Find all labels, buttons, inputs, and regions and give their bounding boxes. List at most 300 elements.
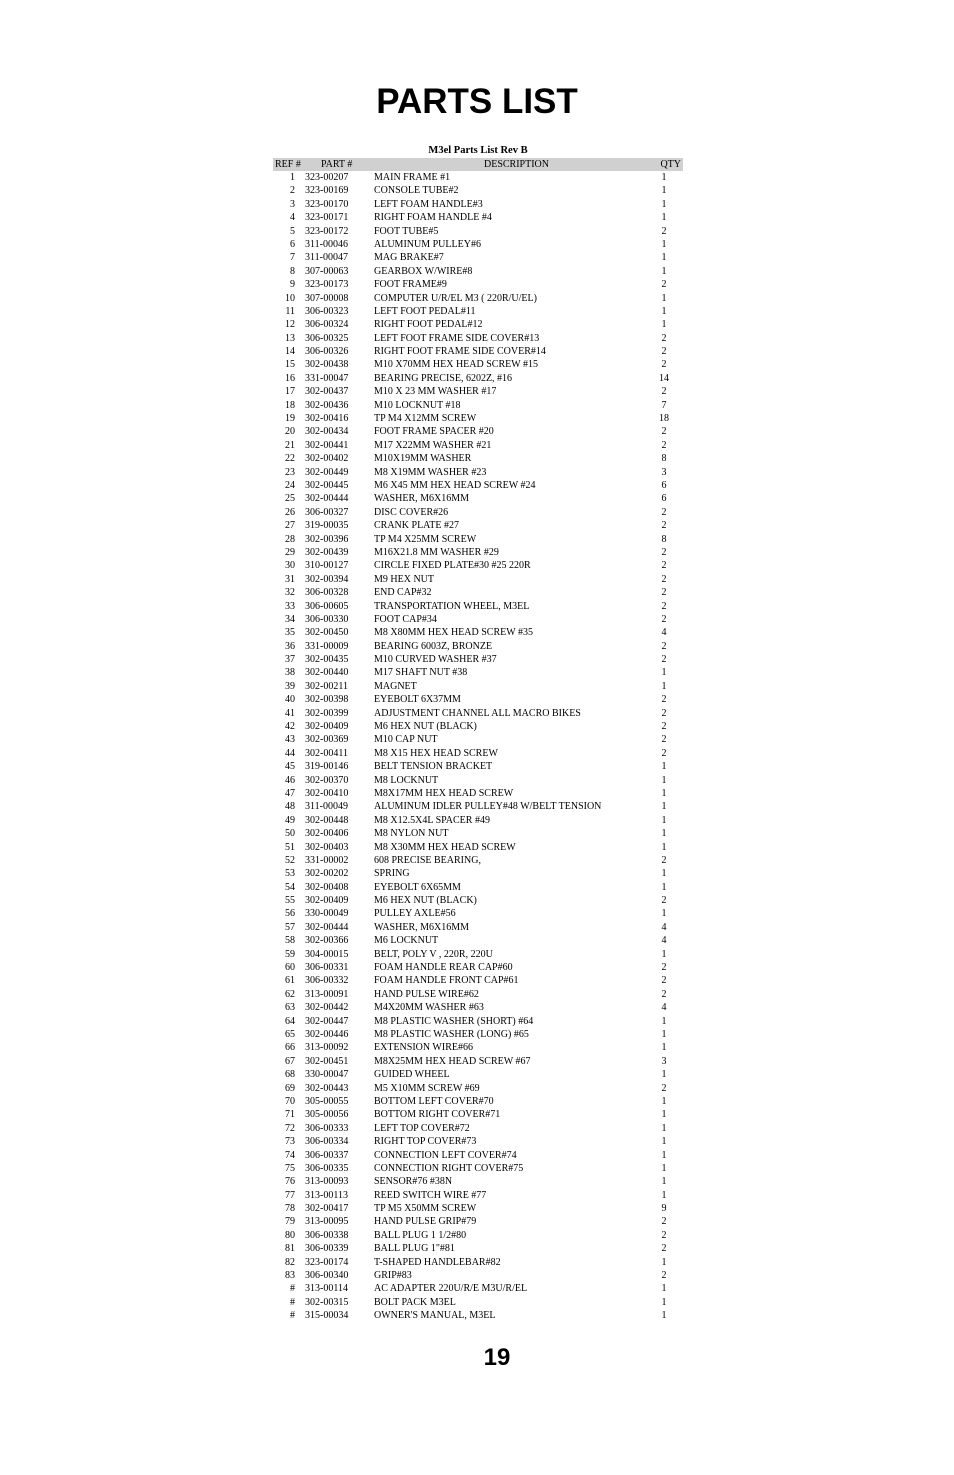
ref-cell: 17 bbox=[285, 386, 295, 398]
qty-cell: 9 bbox=[661, 1203, 667, 1215]
description-cell: FOOT FRAME#9 bbox=[374, 279, 447, 291]
qty-cell: 6 bbox=[661, 479, 667, 491]
description-cell: M10 X 23 MM WASHER #17 bbox=[374, 386, 497, 398]
ref-cell: 43 bbox=[285, 734, 295, 746]
ref-cell: 73 bbox=[285, 1136, 295, 1148]
table-row bbox=[273, 586, 683, 599]
qty-cell: 1 bbox=[661, 1095, 667, 1107]
part-number-cell: 302-00399 bbox=[305, 707, 349, 719]
part-number-cell: 302-00439 bbox=[305, 546, 349, 558]
ref-cell: 50 bbox=[285, 828, 295, 840]
qty-cell: 1 bbox=[661, 252, 667, 264]
description-cell: M8 PLASTIC WASHER (SHORT) #64 bbox=[374, 1015, 534, 1027]
table-row bbox=[273, 1296, 683, 1309]
ref-cell: 35 bbox=[285, 627, 295, 639]
description-cell: MAIN FRAME #1 bbox=[374, 172, 451, 183]
qty-cell: 1 bbox=[661, 1069, 667, 1081]
part-number-cell: 313-00093 bbox=[305, 1176, 349, 1188]
ref-cell: 77 bbox=[285, 1189, 295, 1201]
qty-cell: 1 bbox=[661, 238, 667, 250]
qty-cell: 1 bbox=[661, 305, 667, 317]
ref-cell: 83 bbox=[285, 1270, 295, 1282]
table-row bbox=[273, 305, 683, 318]
description-cell: MAG BRAKE#7 bbox=[374, 252, 444, 264]
ref-cell: 78 bbox=[285, 1203, 295, 1215]
ref-cell: 19 bbox=[285, 413, 295, 425]
part-number-cell: 331-00002 bbox=[305, 854, 349, 866]
part-number-cell: 302-00408 bbox=[305, 881, 349, 893]
part-number-cell: 302-00370 bbox=[305, 774, 349, 786]
ref-cell: 10 bbox=[285, 292, 295, 304]
ref-cell: 5 bbox=[290, 225, 295, 237]
qty-cell: 2 bbox=[661, 225, 667, 237]
part-number-cell: 315-00034 bbox=[305, 1310, 349, 1322]
qty-cell: 2 bbox=[661, 587, 667, 599]
qty-cell: 1 bbox=[661, 680, 667, 692]
table-row bbox=[273, 640, 683, 653]
qty-cell: 1 bbox=[661, 761, 667, 773]
part-number-cell: 307-00063 bbox=[305, 265, 349, 277]
qty-cell: 1 bbox=[661, 1136, 667, 1148]
ref-cell: 33 bbox=[285, 600, 295, 612]
qty-cell: 3 bbox=[661, 1055, 667, 1067]
part-number-cell: 302-00396 bbox=[305, 533, 349, 545]
ref-cell: 28 bbox=[285, 533, 295, 545]
description-cell: 608 PRECISE BEARING, bbox=[374, 854, 481, 866]
description-cell: M6 HEX NUT (BLACK) bbox=[374, 895, 477, 907]
part-number-cell: 302-00436 bbox=[305, 399, 349, 411]
description-cell: M8 PLASTIC WASHER (LONG) #65 bbox=[374, 1029, 529, 1040]
table-row bbox=[273, 573, 683, 586]
description-cell: M9 HEX NUT bbox=[374, 573, 434, 585]
ref-cell: 12 bbox=[285, 319, 295, 331]
ref-cell: 24 bbox=[285, 479, 295, 491]
description-cell: EYEBOLT 6X65MM bbox=[374, 881, 461, 893]
qty-cell: 4 bbox=[661, 627, 667, 639]
description-cell: M8 X80MM HEX HEAD SCREW #35 bbox=[374, 627, 533, 639]
ref-cell: 1 bbox=[290, 172, 295, 183]
header-ref: REF # bbox=[275, 159, 301, 170]
description-cell: M5 X10MM SCREW #69 bbox=[374, 1082, 480, 1094]
table-row bbox=[273, 479, 683, 492]
table-row bbox=[273, 1082, 683, 1095]
table-row bbox=[273, 1215, 683, 1228]
description-cell: REED SWITCH WIRE #77 bbox=[374, 1189, 487, 1201]
table-row bbox=[273, 988, 683, 1001]
qty-cell: 2 bbox=[661, 600, 667, 612]
ref-cell: 37 bbox=[285, 654, 295, 666]
ref-cell: 32 bbox=[285, 587, 295, 599]
part-number-cell: 302-00445 bbox=[305, 479, 349, 491]
description-cell: FOAM HANDLE REAR CAP#60 bbox=[374, 962, 513, 974]
ref-cell: 38 bbox=[285, 667, 295, 679]
ref-cell: 65 bbox=[285, 1029, 295, 1040]
description-cell: LEFT FOAM HANDLE#3 bbox=[374, 198, 483, 210]
part-number-cell: 319-00146 bbox=[305, 761, 349, 773]
ref-cell: 3 bbox=[290, 198, 295, 210]
part-number-cell: 311-00047 bbox=[305, 252, 348, 264]
part-number-cell: 302-00437 bbox=[305, 386, 349, 398]
description-cell: BOTTOM LEFT COVER#70 bbox=[374, 1095, 494, 1107]
ref-cell: 82 bbox=[285, 1256, 295, 1268]
ref-cell: 80 bbox=[285, 1229, 295, 1241]
ref-cell: 42 bbox=[285, 721, 295, 733]
part-number-cell: 302-00443 bbox=[305, 1082, 349, 1094]
description-cell: AC ADAPTER 220U/R/E M3U/R/EL bbox=[374, 1283, 528, 1295]
qty-cell: 4 bbox=[661, 935, 667, 947]
part-number-cell: 302-00442 bbox=[305, 1002, 349, 1014]
table-header bbox=[273, 158, 683, 171]
qty-cell: 2 bbox=[661, 1229, 667, 1241]
qty-cell: 1 bbox=[661, 787, 667, 799]
part-number-cell: 319-00035 bbox=[305, 520, 349, 532]
table-row bbox=[273, 1175, 683, 1188]
table-row bbox=[273, 787, 683, 800]
ref-cell: 59 bbox=[285, 948, 295, 960]
page-title: PARTS LIST bbox=[376, 82, 578, 121]
ref-cell: 76 bbox=[285, 1176, 295, 1188]
qty-cell: 1 bbox=[661, 1283, 667, 1295]
table-row bbox=[273, 1122, 683, 1135]
ref-cell: 8 bbox=[290, 265, 295, 277]
table-row bbox=[273, 934, 683, 947]
description-cell: FOAM HANDLE FRONT CAP#61 bbox=[374, 975, 519, 987]
table-row bbox=[273, 921, 683, 934]
part-number-cell: 302-00409 bbox=[305, 721, 349, 733]
qty-cell: 2 bbox=[661, 1216, 667, 1228]
table-row bbox=[273, 1229, 683, 1242]
description-cell: WASHER, M6X16MM bbox=[374, 921, 470, 933]
table-row bbox=[273, 332, 683, 345]
ref-cell: 45 bbox=[285, 761, 295, 773]
table-row bbox=[273, 372, 683, 385]
qty-cell: 2 bbox=[661, 386, 667, 398]
description-cell: TP M4 X25MM SCREW bbox=[374, 533, 477, 545]
part-number-cell: 305-00055 bbox=[305, 1095, 349, 1107]
qty-cell: 8 bbox=[661, 453, 667, 465]
table-row bbox=[273, 466, 683, 479]
table-row bbox=[273, 546, 683, 559]
table-row bbox=[273, 1162, 683, 1175]
part-number-cell: 302-00406 bbox=[305, 828, 349, 840]
description-cell: BEARING 6003Z, BRONZE bbox=[374, 640, 493, 652]
ref-cell: 41 bbox=[285, 707, 295, 719]
description-cell: M10 CAP NUT bbox=[374, 734, 438, 746]
table-row bbox=[273, 506, 683, 519]
ref-cell: 22 bbox=[285, 453, 295, 465]
qty-cell: 1 bbox=[661, 828, 667, 840]
table-row bbox=[273, 412, 683, 425]
part-number-cell: 310-00127 bbox=[305, 560, 349, 572]
ref-cell: 81 bbox=[285, 1243, 295, 1255]
qty-cell: 1 bbox=[661, 1109, 667, 1121]
qty-cell: 2 bbox=[661, 426, 667, 438]
table-row bbox=[273, 894, 683, 907]
table-row bbox=[273, 1041, 683, 1054]
qty-cell: 1 bbox=[661, 841, 667, 853]
part-number-cell: 302-00417 bbox=[305, 1203, 349, 1215]
description-cell: M8X17MM HEX HEAD SCREW bbox=[374, 787, 514, 799]
part-number-cell: 304-00015 bbox=[305, 948, 349, 960]
table-row bbox=[273, 720, 683, 733]
table-row bbox=[273, 399, 683, 412]
description-cell: SENSOR#76 #38N bbox=[374, 1176, 453, 1188]
ref-cell: 71 bbox=[285, 1109, 295, 1121]
qty-cell: 1 bbox=[661, 185, 667, 197]
table-row bbox=[273, 841, 683, 854]
table-row bbox=[273, 613, 683, 626]
description-cell: PULLEY AXLE#56 bbox=[374, 908, 456, 920]
ref-cell: 68 bbox=[285, 1069, 295, 1081]
ref-cell: 34 bbox=[285, 613, 295, 625]
part-number-cell: 306-00325 bbox=[305, 332, 349, 344]
qty-cell: 1 bbox=[661, 881, 667, 893]
table-row bbox=[273, 519, 683, 532]
description-cell: HAND PULSE GRIP#79 bbox=[374, 1216, 477, 1228]
ref-cell: 13 bbox=[285, 332, 295, 344]
part-number-cell: 302-00366 bbox=[305, 935, 349, 947]
ref-cell: 14 bbox=[285, 346, 295, 358]
table-row bbox=[273, 881, 683, 894]
header-qty: QTY bbox=[660, 159, 681, 170]
qty-cell: 2 bbox=[661, 439, 667, 451]
description-cell: M10 LOCKNUT #18 bbox=[374, 399, 461, 411]
table-row bbox=[273, 452, 683, 465]
ref-cell: 20 bbox=[285, 426, 295, 438]
table-row bbox=[273, 1242, 683, 1255]
ref-cell: 54 bbox=[285, 881, 295, 893]
description-cell: CRANK PLATE #27 bbox=[374, 520, 460, 532]
description-cell: DISC COVER#26 bbox=[374, 506, 449, 518]
description-cell: BELT, POLY V , 220R, 220U bbox=[374, 948, 493, 960]
description-cell: SPRING bbox=[374, 868, 410, 880]
table-row bbox=[273, 693, 683, 706]
qty-cell: 1 bbox=[661, 1189, 667, 1201]
ref-cell: 75 bbox=[285, 1162, 295, 1174]
description-cell: RIGHT FOOT PEDAL#12 bbox=[374, 319, 483, 331]
description-cell: M10X19MM WASHER bbox=[374, 453, 472, 465]
description-cell: EYEBOLT 6X37MM bbox=[374, 694, 461, 706]
qty-cell: 2 bbox=[661, 506, 667, 518]
qty-cell: 2 bbox=[661, 346, 667, 358]
table-row bbox=[273, 827, 683, 840]
ref-cell: 16 bbox=[285, 372, 295, 384]
description-cell: EXTENSION WIRE#66 bbox=[374, 1042, 473, 1054]
table-row bbox=[273, 278, 683, 291]
table-row bbox=[273, 747, 683, 760]
part-number-cell: 313-00113 bbox=[305, 1189, 348, 1201]
ref-cell: 36 bbox=[285, 640, 295, 652]
part-number-cell: 302-00398 bbox=[305, 694, 349, 706]
qty-cell: 2 bbox=[661, 1243, 667, 1255]
part-number-cell: 302-00450 bbox=[305, 627, 349, 639]
ref-cell: 26 bbox=[285, 506, 295, 518]
part-number-cell: 323-00207 bbox=[305, 172, 349, 183]
ref-cell: 66 bbox=[285, 1042, 295, 1054]
description-cell: M8 X15 HEX HEAD SCREW bbox=[374, 747, 498, 759]
description-cell: M6 LOCKNUT bbox=[374, 935, 439, 947]
part-number-cell: 302-00411 bbox=[305, 747, 348, 759]
part-number-cell: 306-00331 bbox=[305, 962, 349, 974]
part-number-cell: 302-00211 bbox=[305, 680, 348, 692]
part-number-cell: 306-00333 bbox=[305, 1122, 349, 1134]
table-row bbox=[273, 225, 683, 238]
part-number-cell: 302-00369 bbox=[305, 734, 349, 746]
table-row bbox=[273, 814, 683, 827]
description-cell: M8 X19MM WASHER #23 bbox=[374, 466, 487, 478]
part-number-cell: 302-00434 bbox=[305, 426, 349, 438]
table-row bbox=[273, 854, 683, 867]
qty-cell: 8 bbox=[661, 533, 667, 545]
qty-cell: 1 bbox=[661, 265, 667, 277]
qty-cell: 1 bbox=[661, 948, 667, 960]
part-number-cell: 302-00409 bbox=[305, 895, 349, 907]
ref-cell: 63 bbox=[285, 1002, 295, 1014]
qty-cell: 2 bbox=[661, 962, 667, 974]
part-number-cell: 306-00323 bbox=[305, 305, 349, 317]
ref-cell: 2 bbox=[290, 185, 295, 197]
description-cell: CIRCLE FIXED PLATE#30 #25 220R bbox=[374, 560, 531, 572]
qty-cell: 2 bbox=[661, 654, 667, 666]
description-cell: ADJUSTMENT CHANNEL ALL MACRO BIKES bbox=[374, 707, 581, 719]
table-row bbox=[273, 626, 683, 639]
qty-cell: 2 bbox=[661, 520, 667, 532]
table-row bbox=[273, 238, 683, 251]
part-number-cell: 323-00169 bbox=[305, 185, 349, 197]
qty-cell: 1 bbox=[661, 1176, 667, 1188]
description-cell: COMPUTER U/R/EL M3 ( 220R/U/EL) bbox=[374, 292, 537, 304]
description-cell: LEFT TOP COVER#72 bbox=[374, 1122, 470, 1134]
table-row bbox=[273, 600, 683, 613]
description-cell: CONSOLE TUBE#2 bbox=[374, 185, 459, 197]
qty-cell: 1 bbox=[661, 319, 667, 331]
description-cell: TRANSPORTATION WHEEL, M3EL bbox=[374, 600, 530, 612]
description-cell: M8 X30MM HEX HEAD SCREW bbox=[374, 841, 516, 853]
table-row bbox=[273, 1189, 683, 1202]
part-number-cell: 306-00324 bbox=[305, 319, 349, 331]
description-cell: BALL PLUG 1"#81 bbox=[374, 1243, 455, 1255]
qty-cell: 2 bbox=[661, 854, 667, 866]
ref-cell: 21 bbox=[285, 439, 295, 451]
table-row bbox=[273, 961, 683, 974]
description-cell: M6 X45 MM HEX HEAD SCREW #24 bbox=[374, 479, 536, 491]
qty-cell: 2 bbox=[661, 640, 667, 652]
ref-cell: 57 bbox=[285, 921, 295, 933]
description-cell: GEARBOX W/WIRE#8 bbox=[374, 265, 473, 277]
part-number-cell: 306-00335 bbox=[305, 1162, 349, 1174]
table-row bbox=[273, 184, 683, 197]
part-number-cell: 306-00330 bbox=[305, 613, 349, 625]
description-cell: M8 X12.5X4L SPACER #49 bbox=[374, 814, 490, 826]
part-number-cell: 302-00440 bbox=[305, 667, 349, 679]
description-cell: RIGHT FOAM HANDLE #4 bbox=[374, 212, 492, 224]
part-number-cell: 307-00008 bbox=[305, 292, 349, 304]
table-row bbox=[273, 439, 683, 452]
part-number-cell: 330-00047 bbox=[305, 1069, 349, 1081]
part-number-cell: 302-00446 bbox=[305, 1029, 349, 1040]
ref-cell: 70 bbox=[285, 1095, 295, 1107]
qty-cell: 2 bbox=[661, 694, 667, 706]
part-number-cell: 313-00091 bbox=[305, 988, 349, 1000]
part-number-cell: 323-00174 bbox=[305, 1256, 349, 1268]
header-part: PART # bbox=[321, 159, 353, 170]
page-number: 19 bbox=[483, 1344, 511, 1371]
qty-cell: 2 bbox=[661, 359, 667, 371]
part-number-cell: 302-00435 bbox=[305, 654, 349, 666]
part-number-cell: 302-00448 bbox=[305, 814, 349, 826]
part-number-cell: 313-00114 bbox=[305, 1283, 348, 1295]
table-row bbox=[273, 948, 683, 961]
qty-cell: 2 bbox=[661, 573, 667, 585]
part-number-cell: 302-00451 bbox=[305, 1055, 349, 1067]
qty-cell: 2 bbox=[661, 895, 667, 907]
ref-cell: 51 bbox=[285, 841, 295, 853]
description-cell: FOOT FRAME SPACER #20 bbox=[374, 426, 494, 438]
qty-cell: 1 bbox=[661, 172, 667, 183]
table-row bbox=[273, 1309, 683, 1322]
ref-cell: # bbox=[290, 1310, 295, 1322]
part-number-cell: 311-00046 bbox=[305, 238, 348, 250]
description-cell: LEFT FOOT FRAME SIDE COVER#13 bbox=[374, 332, 540, 344]
qty-cell: 1 bbox=[661, 292, 667, 304]
qty-cell: 1 bbox=[661, 1122, 667, 1134]
ref-cell: 11 bbox=[285, 305, 295, 317]
part-number-cell: 306-00337 bbox=[305, 1149, 349, 1161]
table-row bbox=[273, 774, 683, 787]
ref-cell: 64 bbox=[285, 1015, 295, 1027]
ref-cell: 31 bbox=[285, 573, 295, 585]
part-number-cell: 302-00449 bbox=[305, 466, 349, 478]
part-number-cell: 302-00444 bbox=[305, 493, 349, 505]
table-row bbox=[273, 425, 683, 438]
qty-cell: 7 bbox=[661, 399, 667, 411]
qty-cell: 1 bbox=[661, 908, 667, 920]
table-row bbox=[273, 559, 683, 572]
part-number-cell: 323-00173 bbox=[305, 279, 349, 291]
part-number-cell: 302-00444 bbox=[305, 921, 349, 933]
part-number-cell: 306-00338 bbox=[305, 1229, 349, 1241]
qty-cell: 1 bbox=[661, 1029, 667, 1040]
table-row bbox=[273, 1068, 683, 1081]
description-cell: HAND PULSE WIRE#62 bbox=[374, 988, 479, 1000]
qty-cell: 2 bbox=[661, 279, 667, 291]
part-number-cell: 302-00402 bbox=[305, 453, 349, 465]
description-cell: T-SHAPED HANDLEBAR#82 bbox=[374, 1256, 501, 1268]
ref-cell: 46 bbox=[285, 774, 295, 786]
qty-cell: 1 bbox=[661, 212, 667, 224]
part-number-cell: 305-00056 bbox=[305, 1109, 349, 1121]
part-number-cell: 331-00009 bbox=[305, 640, 349, 652]
ref-cell: 40 bbox=[285, 694, 295, 706]
description-cell: M6 HEX NUT (BLACK) bbox=[374, 721, 477, 733]
qty-cell: 1 bbox=[661, 667, 667, 679]
qty-cell: 1 bbox=[661, 1310, 667, 1322]
description-cell: OWNER'S MANUAL, M3EL bbox=[374, 1310, 496, 1322]
description-cell: M17 SHAFT NUT #38 bbox=[374, 667, 468, 679]
ref-cell: 60 bbox=[285, 962, 295, 974]
description-cell: M17 X22MM WASHER #21 bbox=[374, 439, 492, 451]
description-cell: FOOT CAP#34 bbox=[374, 613, 437, 625]
part-number-cell: 306-00327 bbox=[305, 506, 349, 518]
table-row bbox=[273, 211, 683, 224]
table-row bbox=[273, 1055, 683, 1068]
qty-cell: 2 bbox=[661, 546, 667, 558]
table-row bbox=[273, 974, 683, 987]
description-cell: CONNECTION LEFT COVER#74 bbox=[374, 1149, 517, 1161]
qty-cell: 1 bbox=[661, 801, 667, 813]
qty-cell: 2 bbox=[661, 1082, 667, 1094]
table-row bbox=[273, 1282, 683, 1295]
